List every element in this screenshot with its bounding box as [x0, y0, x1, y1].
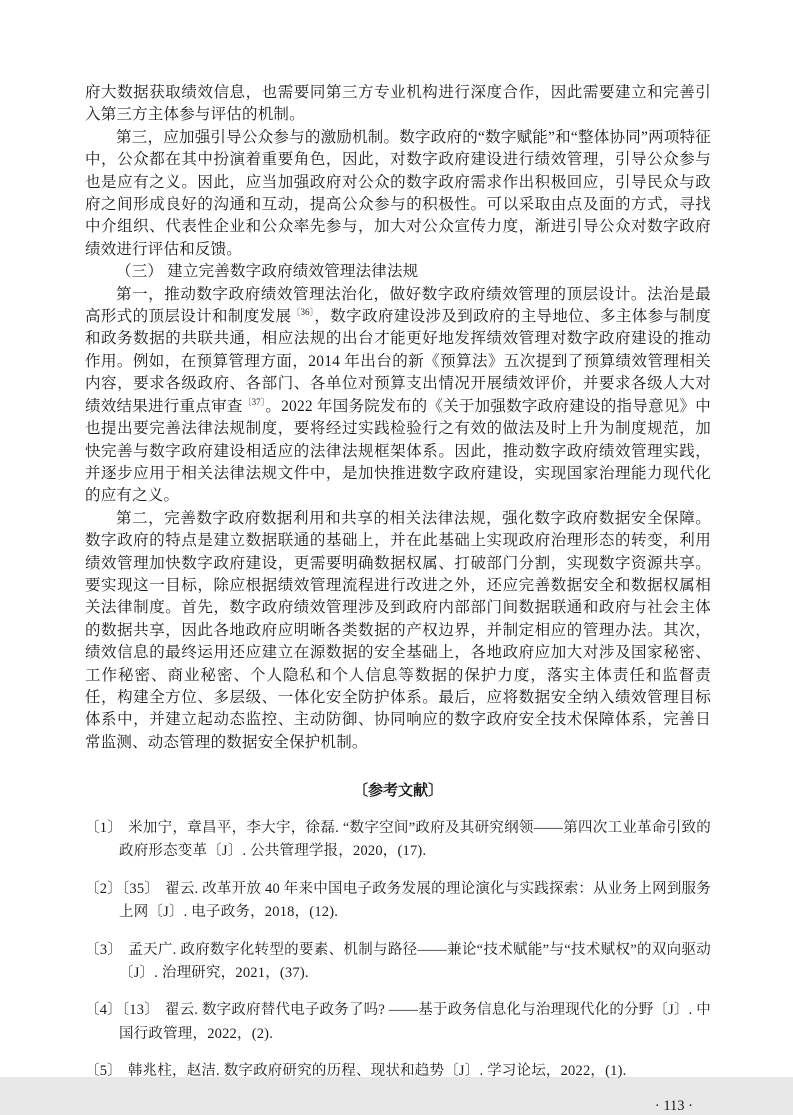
reference-text: 韩兆柱，赵洁. 数字政府研究的历程、现状和趋势〔J〕. 学习论坛，2022，(1).	[127, 1063, 627, 1080]
citation-marker-37: 〔37〕	[242, 396, 266, 407]
citation-marker-36: 〔36〕	[291, 306, 315, 317]
page-number: · 113 ·	[654, 1098, 693, 1115]
paragraph-text-segment: 第一，推动数字政府绩效管理法治化，做好数字政府绩效管理的顶层设计。法治是最高形式的顶层设计和制度发展	[85, 285, 711, 326]
reference-number: 〔3〕	[85, 941, 123, 958]
reference-item	[85, 999, 711, 1045]
paragraph-text-segment: 。2022 年国务院发布的《关于加强数字政府建设的指导意见》中也提出要完善法律法规制度，要将经过实践检验行之有效的做法及时上升为制度规范，加快完善与数字政府建设相适应的法律法规框架体系。因此，推动数字政府绩效管理实践，并逐步应用于相关法律法规文件中，是加快推进数字政府建设，实现国家治理能力现代化的应有之义。	[85, 397, 711, 505]
reference-item	[85, 1060, 711, 1083]
reference-text: 翟云. 数字政府替代电子政务了吗? ——基于政务信息化与治理现代化的分野〔J〕. 中国行政管理，2022，(2).	[119, 1002, 712, 1042]
paragraph-third-point: 第三，应加强引导公众参与的激励机制。数字政府的“数字赋能”和“整体协同”两项特征中，公众都在其中扮演着重要角色，因此，对数字政府建设进行绩效管理，引导公众参与也是应有之义。因此，应当加强政府对公众的数字政府需求作出积极回应，引导民众与政府之间形成良好的沟通和互动，提高公众参与的积极性。可以采取由点及面的方式，寻找中介组织、代表性企业和公众率先参与，加大对公众宣传力度，渐进引导公众对数字政府绩效进行评估和反馈。	[85, 128, 711, 258]
references-list	[85, 817, 711, 1084]
reference-item	[85, 817, 711, 863]
reference-item	[85, 939, 711, 985]
references-section	[85, 780, 711, 1083]
reference-item	[85, 878, 711, 924]
reference-number: 〔5〕	[85, 1063, 122, 1080]
paragraph-text-segment: ，数字政府建设涉及到政府的主导地位、多主体参与制度和政务数据的共联共通，相应法规的出台才能更好地发挥绩效管理对数字政府建设的推动作用。例如，在预算管理方面，2014 年出台的新《预算法》五次提到了预算绩效管理相关内容，要求各级政府、各部门、各单位对预算支出情况开展绩效评价，并要求各级人大对绩效结果进行重点审查	[85, 308, 711, 415]
references-heading: 〔参考文献〕	[352, 783, 443, 800]
paragraph-first-point	[85, 284, 711, 508]
paragraph-continuation: 府大数据获取绩效信息，也需要同第三方专业机构进行深度合作，因此需要建立和完善引入第三方主体参与评估的机制。	[85, 84, 711, 124]
article-body	[85, 82, 711, 754]
paragraph-second-point: 第二，完善数字政府数据利用和共享的相关法律法规，强化数字政府数据安全保障。数字政府的特点是建立数据联通的基础上，并在此基础上实现政府治理形态的转变，利用绩效管理加快数字政府建设，更需要明确数据权属、打破部门分割，实现数字资源共享。要实现这一目标，除应根据绩效管理流程进行改进之外，还应完善数据安全和数据权属相关法律制度。首先，数字政府绩效管理涉及到政府内部部门间数据联通和政府与社会主体的数据共享，因此各地政府应明晰各类数据的产权边界，并制定相应的管理办法。其次，绩效信息的最终运用还应建立在源数据的安全基础上，各地政府应加大对涉及国家秘密、工作秘密、商业秘密、个人隐私和个人信息等数据的保护力度，落实主体责任和监督责任，构建全方位、多层级、一体化安全防护体系。最后，应将数据安全纳入绩效管理目标体系中，并建立起动态监控、主动防御、协同响应的数字政府安全技术保障体系，完善日常监测、动态管理的数据安全保护机制。	[85, 509, 711, 751]
reference-number: 〔1〕	[85, 819, 123, 836]
reference-number: 〔4〕〔13〕	[85, 1002, 159, 1019]
reference-number: 〔2〕〔35〕	[85, 880, 160, 897]
reference-text: 孟天广. 政府数字化转型的要素、机制与路径——兼论“技术赋能”与“技术赋权”的双向驱动〔J〕. 治理研究，2021，(37).	[119, 941, 711, 981]
reference-text: 米加宁，章昌平，李大宇，徐磊. “数字空间”政府及其研究纲领——第四次工业革命引致的政府形态变革〔J〕. 公共管理学报，2020，(17).	[119, 819, 711, 859]
section-heading: （三） 建立完善数字政府绩效管理法律法规	[116, 263, 419, 281]
reference-text: 翟云. 改革开放 40 年来中国电子政务发展的理论演化与实践探索：从业务上网到服务上网〔J〕. 电子政务，2018，(12).	[119, 880, 711, 920]
